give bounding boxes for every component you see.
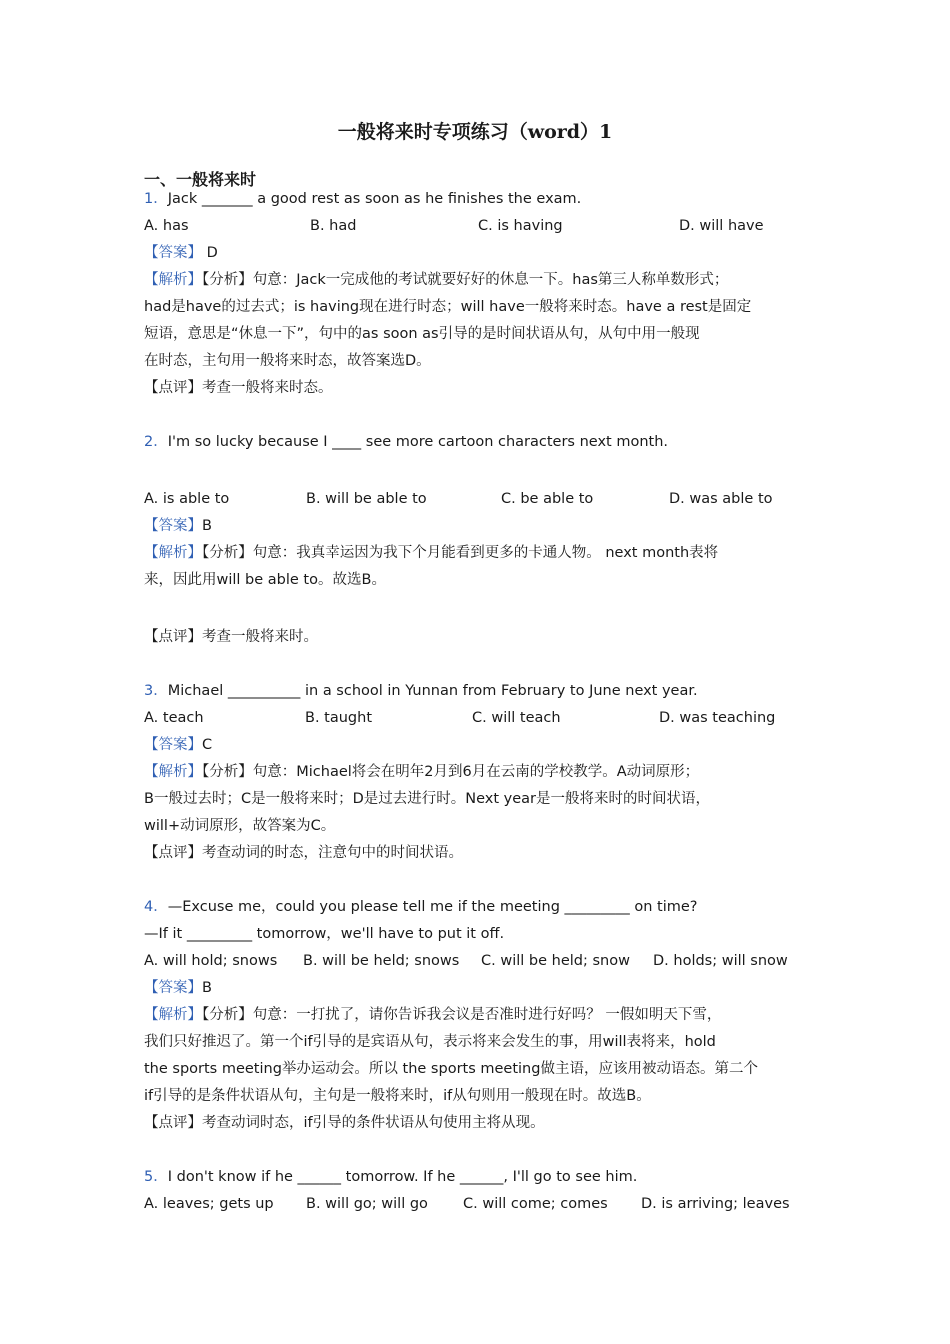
option-a: A. has (144, 218, 189, 234)
question-5 (144, 1167, 637, 1187)
analysis-tag: 【解析】 (144, 272, 202, 288)
answer-tag: 【答案】 (144, 980, 202, 996)
question-stem-2: —If it _________ tomorrow，we'll have to put it off. (144, 926, 505, 942)
option-c: C. be able to (501, 491, 594, 507)
analysis-text: B一般过去时；C是一般将来时；D是过去进行时。Next year是一般将来时的时间状语， (144, 791, 710, 807)
option-b: B. had (310, 218, 357, 234)
question-number: 5． (144, 1169, 168, 1185)
question-number: 3． (144, 683, 168, 699)
answer-line (144, 978, 212, 998)
question-1 (144, 189, 581, 209)
question-4 (144, 897, 698, 917)
option-a: A. leaves; gets up (144, 1196, 274, 1212)
option-c: C. will teach (472, 710, 561, 726)
analysis-line (144, 1005, 721, 1025)
answer-line (144, 735, 212, 755)
question-stem: —Excuse me，could you please tell me if the meeting _________ on time? (167, 899, 698, 915)
question-stem: I'm so lucky because I ____ see more cartoon characters next month. (167, 434, 668, 450)
comment-line: 【点评】考查一般将来时态。 (144, 380, 333, 396)
option-d: D. holds; will snow (653, 953, 788, 969)
analysis-tag: 【解析】 (144, 545, 202, 561)
analysis-text: if引导的是条件状语从句，主句是一般将来时，if从句则用一般现在时。故选B。 (144, 1088, 651, 1104)
analysis-text: the sports meeting举办运动会。所以 the sports meeting做主语，应该用被动语态。第二个 (144, 1061, 758, 1077)
comment-line: 【点评】考查一般将来时。 (144, 629, 318, 645)
option-d: D. was able to (669, 491, 773, 507)
analysis-text: had是have的过去式；is having现在进行时态；will have一般将来时态。have a rest是固定 (144, 299, 752, 315)
analysis-line (144, 543, 718, 563)
question-2 (144, 432, 668, 452)
analysis-text: 【分析】句意：一打扰了，请你告诉我会议是否准时进行好吗？ 一假如明天下雪， (202, 1007, 722, 1023)
option-b: B. will be able to (306, 491, 427, 507)
analysis-text: 短语，意思是“休息一下”，句中的as soon as引导的是时间状语从句，从句中用一般现 (144, 326, 700, 342)
option-d: D. will have (679, 218, 764, 234)
question-number: 2． (144, 434, 168, 450)
option-d: D. is arriving; leaves (641, 1196, 790, 1212)
comment-line: 【点评】考查动词的时态，注意句中的时间状语。 (144, 845, 463, 861)
question-3 (144, 681, 698, 701)
option-b: B. taught (305, 710, 373, 726)
section-heading: 一、一般将来时 (144, 170, 257, 189)
answer-value: C (202, 737, 213, 753)
answer-line (144, 243, 218, 263)
answer-tag: 【答案】 (144, 518, 202, 534)
question-stem: Michael __________ in a school in Yunnan from February to June next year. (167, 683, 698, 699)
analysis-text: 在时态，主句用一般将来时态，故答案选D。 (144, 353, 431, 369)
analysis-text: 【分析】句意：Michael将会在明年2月到6月在云南的学校教学。A动词原形； (202, 764, 700, 780)
comment-line: 【点评】考查动词时态，if引导的条件状语从句使用主将从现。 (144, 1115, 545, 1131)
answer-value: D (202, 245, 218, 261)
answer-tag: 【答案】 (144, 245, 202, 261)
document-title: 一般将来时专项练习（word）1 (337, 121, 613, 143)
question-stem: I don't know if he ______ tomorrow. If he ______, I'll go to see him. (167, 1169, 638, 1185)
answer-value: B (202, 518, 212, 534)
analysis-line (144, 270, 728, 290)
answer-line (144, 516, 212, 536)
answer-value: B (202, 980, 212, 996)
analysis-line (144, 762, 699, 782)
option-c: C. will be held; snow (481, 953, 630, 969)
option-b: B. will be held; snows (303, 953, 460, 969)
analysis-tag: 【解析】 (144, 1007, 202, 1023)
analysis-tag: 【解析】 (144, 764, 202, 780)
option-a: A. teach (144, 710, 204, 726)
option-c: C. is having (478, 218, 563, 234)
option-c: C. will come; comes (463, 1196, 608, 1212)
analysis-text: 来，因此用will be able to。故选B。 (144, 572, 386, 588)
analysis-text: 我们只好推迟了。第一个if引导的是宾语从句，表示将来会发生的事，用will表将来，hold (144, 1034, 716, 1050)
answer-tag: 【答案】 (144, 737, 202, 753)
analysis-text: 【分析】句意：Jack一完成他的考试就要好好的休息一下。has第三人称单数形式； (202, 272, 729, 288)
option-a: A. will hold; snows (144, 953, 278, 969)
option-b: B. will go; will go (306, 1196, 428, 1212)
question-stem: Jack _______ a good rest as soon as he finishes the exam. (167, 191, 582, 207)
analysis-text: 【分析】句意：我真幸运因为我下个月能看到更多的卡通人物。 next month表将 (202, 545, 719, 561)
option-a: A. is able to (144, 491, 230, 507)
question-number: 1． (144, 191, 168, 207)
analysis-text: will+动词原形，故答案为C。 (144, 818, 336, 834)
question-number: 4． (144, 899, 168, 915)
option-d: D. was teaching (659, 710, 776, 726)
